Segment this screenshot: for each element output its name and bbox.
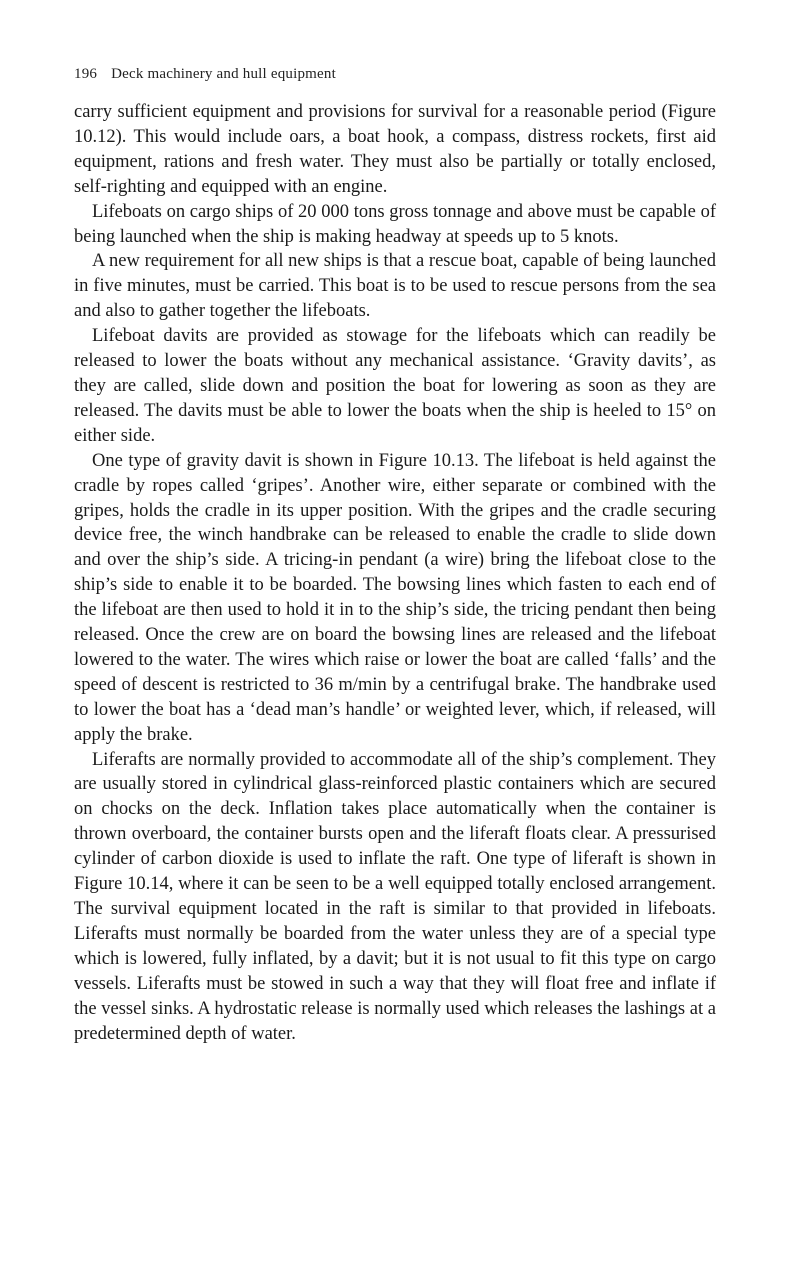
- book-page: [74, 66, 716, 1046]
- paragraph-lifeboat-launch-speed: Lifeboats on cargo ships of 20 000 tons gross tonnage and above must be capable of being launched when the ship is making headway at speeds up to 5 knots.: [74, 201, 716, 247]
- page-number: 196: [74, 66, 98, 82]
- running-title: Deck machinery and hull equipment: [111, 66, 336, 82]
- paragraph-rescue-boat: A new requirement for all new ships is that a rescue boat, capable of being launched in five minutes, must be carried. This boat is to be used to rescue persons from the sea and also to gather together the lifeboats.: [74, 251, 716, 322]
- running-header: [74, 66, 716, 83]
- body-text: [74, 100, 716, 1046]
- paragraph-continued: carry sufficient equipment and provisions for survival for a reasonable period (Figure 10.12). This would include oars, a boat hook, a compass, distress rockets, first aid equipment, rations and fresh water. They must also be partially or totally enclosed, self-righting and equipped with an engine.: [74, 102, 716, 197]
- paragraph-gravity-davit: One type of gravity davit is shown in Figure 10.13. The lifeboat is held against the cradle by ropes called ‘gripes’. Another wire, either separate or combined with the gripes, holds the cradle in its upper position. With the gripes and the cradle securing device free, the winch handbrake can be released to enable the cradle to slide down and over the ship’s side. A tricing-in pendant (a wire) bring the lifeboat close to the ship’s side to enable it to be boarded. The bowsing lines which fasten to each end of the lifeboat are then used to hold it in to the ship’s side, the tricing pendant then being released. Once the crew are on board the bowsing lines are released and the lifeboat lowered to the water. The wires which raise or lower the boat are called ‘falls’ and the speed of descent is restricted to 36 m/min by a centrifugal brake. The handbrake used to lower the boat has a ‘dead man’s handle’ or weighted lever, which, if released, will apply the brake.: [74, 450, 716, 745]
- paragraph-lifeboat-davits: Lifeboat davits are provided as stowage for the lifeboats which can readily be released to lower the boats without any mechanical assistance. ‘Gravity davits’, as they are called, slide down and position the boat for lowering as soon as they are released. The davits must be able to lower the boats when the ship is heeled to 15° on either side.: [74, 326, 716, 446]
- paragraph-liferafts: Liferafts are normally provided to accommodate all of the ship’s complement. They are usually stored in cylindrical glass-reinforced plastic containers which are secured on chocks on the deck. Inflation takes place automatically when the container is thrown overboard, the container bursts open and the liferaft floats clear. A pressurised cylinder of carbon dioxide is used to inflate the raft. One type of liferaft is shown in Figure 10.14, where it can be seen to be a well equipped totally enclosed arrangement. The survival equipment located in the raft is similar to that provided in lifeboats. Liferafts must normally be boarded from the water unless they are of a special type which is lowered, fully inflated, by a davit; but it is not usual to fit this type on cargo vessels. Liferafts must be stowed in such a way that they will float free and inflate if the vessel sinks. A hydrostatic release is normally used which releases the lashings at a predetermined depth of water.: [74, 749, 716, 1044]
